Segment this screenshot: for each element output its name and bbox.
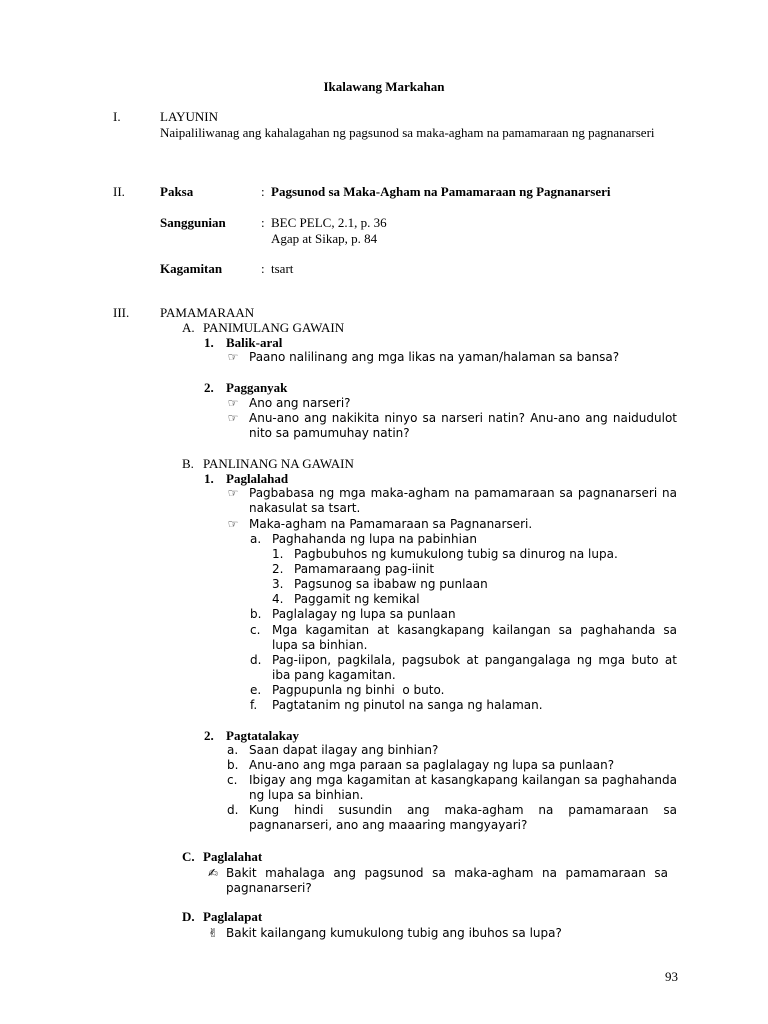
kagamitan-label: Kagamitan xyxy=(160,261,223,276)
section-1-numeral: I. xyxy=(113,109,121,124)
list-item: Saan dapat ilagay ang binhian? xyxy=(249,743,439,757)
list-item: Pagbubuhos ng kumukulong tubig sa dinurog na lupa. xyxy=(294,547,618,561)
list-item: Bakit mahalaga ang pagsunod sa maka-agham na pamamaraan sa pagnanarseri? xyxy=(226,866,668,895)
list-item: Anu-ano ang mga paraan sa paglalagay ng lupa sa punlaan? xyxy=(249,758,615,772)
pointing-hand-icon: ☞ xyxy=(227,411,239,425)
sub-letter: d. xyxy=(250,653,262,667)
list-item: Paglalagay ng lupa sa punlaan xyxy=(272,607,456,621)
list-item: Pagbabasa ng mga maka-agham na pamamaraan sa pagnanarseri na nakasulat sa tsart. xyxy=(249,486,677,515)
section-1-text: Naipaliliwanag ang kahalagahan ng pagsunod sa maka-agham na pamamaraan ng pagnanarseri xyxy=(160,125,655,140)
part-b-letter: B. xyxy=(182,456,194,471)
part-a-letter: A. xyxy=(182,320,195,335)
sanggunian-value: BEC PELC, 2.1, p. 36 xyxy=(271,215,387,230)
list-item: Pagtatanim ng pinutol na sanga ng halaman. xyxy=(272,698,543,712)
part-a-item2-num: 2. xyxy=(204,380,214,395)
section-1-heading: LAYUNIN xyxy=(160,109,219,124)
list-item: Pagpupunla ng binhi o buto. xyxy=(272,683,445,697)
list-item: Anu-ano ang nakikita ninyo sa narseri natin? Anu-ano ang naidudulot nito sa pamumuhay natin? xyxy=(249,411,677,440)
list-item: Pagsunog sa ibabaw ng punlaan xyxy=(294,577,488,591)
paksa-value: Pagsunod sa Maka-Agham na Pamamaraan ng Pagnanarseri xyxy=(271,184,611,199)
writing-hand-icon: ✍ xyxy=(207,866,219,880)
pointing-hand-icon: ☞ xyxy=(227,517,239,531)
sub-letter: a. xyxy=(250,532,262,546)
sub-letter: d. xyxy=(227,803,239,817)
sub-letter: b. xyxy=(250,607,262,621)
list-item: Mga kagamitan at kasangkapang kailangan sa paghahanda sa lupa sa binhian. xyxy=(272,623,677,652)
sub-num: 1. xyxy=(272,547,284,561)
sub-letter: c. xyxy=(250,623,261,637)
list-item: Maka-agham na Pamamaraan sa Pagnanarseri. xyxy=(249,517,533,531)
list-item: Pamamaraang pag-iinit xyxy=(294,562,435,576)
part-b-item1-heading: Paglalahad xyxy=(226,471,289,486)
part-a-item1-num: 1. xyxy=(204,335,214,350)
paksa-colon: : xyxy=(261,184,265,199)
part-b-heading: PANLINANG NA GAWAIN xyxy=(203,456,354,471)
sub-num: 2. xyxy=(272,562,284,576)
part-d-letter: D. xyxy=(182,909,195,924)
part-d-heading: Paglalapat xyxy=(203,909,263,924)
sanggunian-value: Agap at Sikap, p. 84 xyxy=(271,231,378,246)
part-a-heading: PANIMULANG GAWAIN xyxy=(203,320,345,335)
list-item: Kung hindi susundin ang maka-agham na pamamaraan sa pagnanarseri, ano ang maaaring mangyayari? xyxy=(249,803,677,832)
victory-hand-icon: ✌ xyxy=(207,926,219,940)
sanggunian-label: Sanggunian xyxy=(160,215,226,230)
list-item: Paggamit ng kemikal xyxy=(294,592,420,606)
list-item: Paano nalilinang ang mga likas na yaman/halaman sa bansa? xyxy=(249,350,620,364)
section-3-numeral: III. xyxy=(113,305,130,320)
pointing-hand-icon: ☞ xyxy=(227,396,239,410)
list-item: Ibigay ang mga kagamitan at kasangkapang kailangan sa paghahanda ng lupa sa binhian. xyxy=(249,773,677,802)
sub-letter: f. xyxy=(250,698,258,712)
part-a-item2-heading: Pagganyak xyxy=(226,380,288,395)
pointing-hand-icon: ☞ xyxy=(227,350,239,364)
part-c-letter: C. xyxy=(182,849,195,864)
sub-letter: b. xyxy=(227,758,239,772)
page-title: Ikalawang Markahan xyxy=(323,79,445,94)
part-b-item2-heading: Pagtatalakay xyxy=(226,728,299,743)
list-item: Ano ang narseri? xyxy=(249,396,351,410)
pointing-hand-icon: ☞ xyxy=(227,486,239,500)
sub-num: 4. xyxy=(272,592,284,606)
sub-letter: c. xyxy=(227,773,238,787)
part-b-item2-num: 2. xyxy=(204,728,214,743)
list-item: Pag-iipon, pagkilala, pagsubok at pangangalaga ng mga buto at iba pang kagamitan. xyxy=(272,653,677,682)
sanggunian-colon: : xyxy=(261,215,265,230)
part-a-item1-heading: Balik-aral xyxy=(226,335,283,350)
kagamitan-value: tsart xyxy=(271,261,294,276)
list-item: Paghahanda ng lupa na pabinhian xyxy=(272,532,477,546)
section-2-numeral: II. xyxy=(113,184,125,199)
kagamitan-colon: : xyxy=(261,261,265,276)
part-c-heading: Paglalahat xyxy=(203,849,263,864)
paksa-label: Paksa xyxy=(160,184,194,199)
page-number: 93 xyxy=(665,969,678,984)
list-item: Bakit kailangang kumukulong tubig ang ibuhos sa lupa? xyxy=(226,926,562,940)
sub-letter: a. xyxy=(227,743,239,757)
sub-letter: e. xyxy=(250,683,262,697)
sub-num: 3. xyxy=(272,577,284,591)
section-3-heading: PAMAMARAAN xyxy=(160,305,255,320)
part-b-item1-num: 1. xyxy=(204,471,214,486)
